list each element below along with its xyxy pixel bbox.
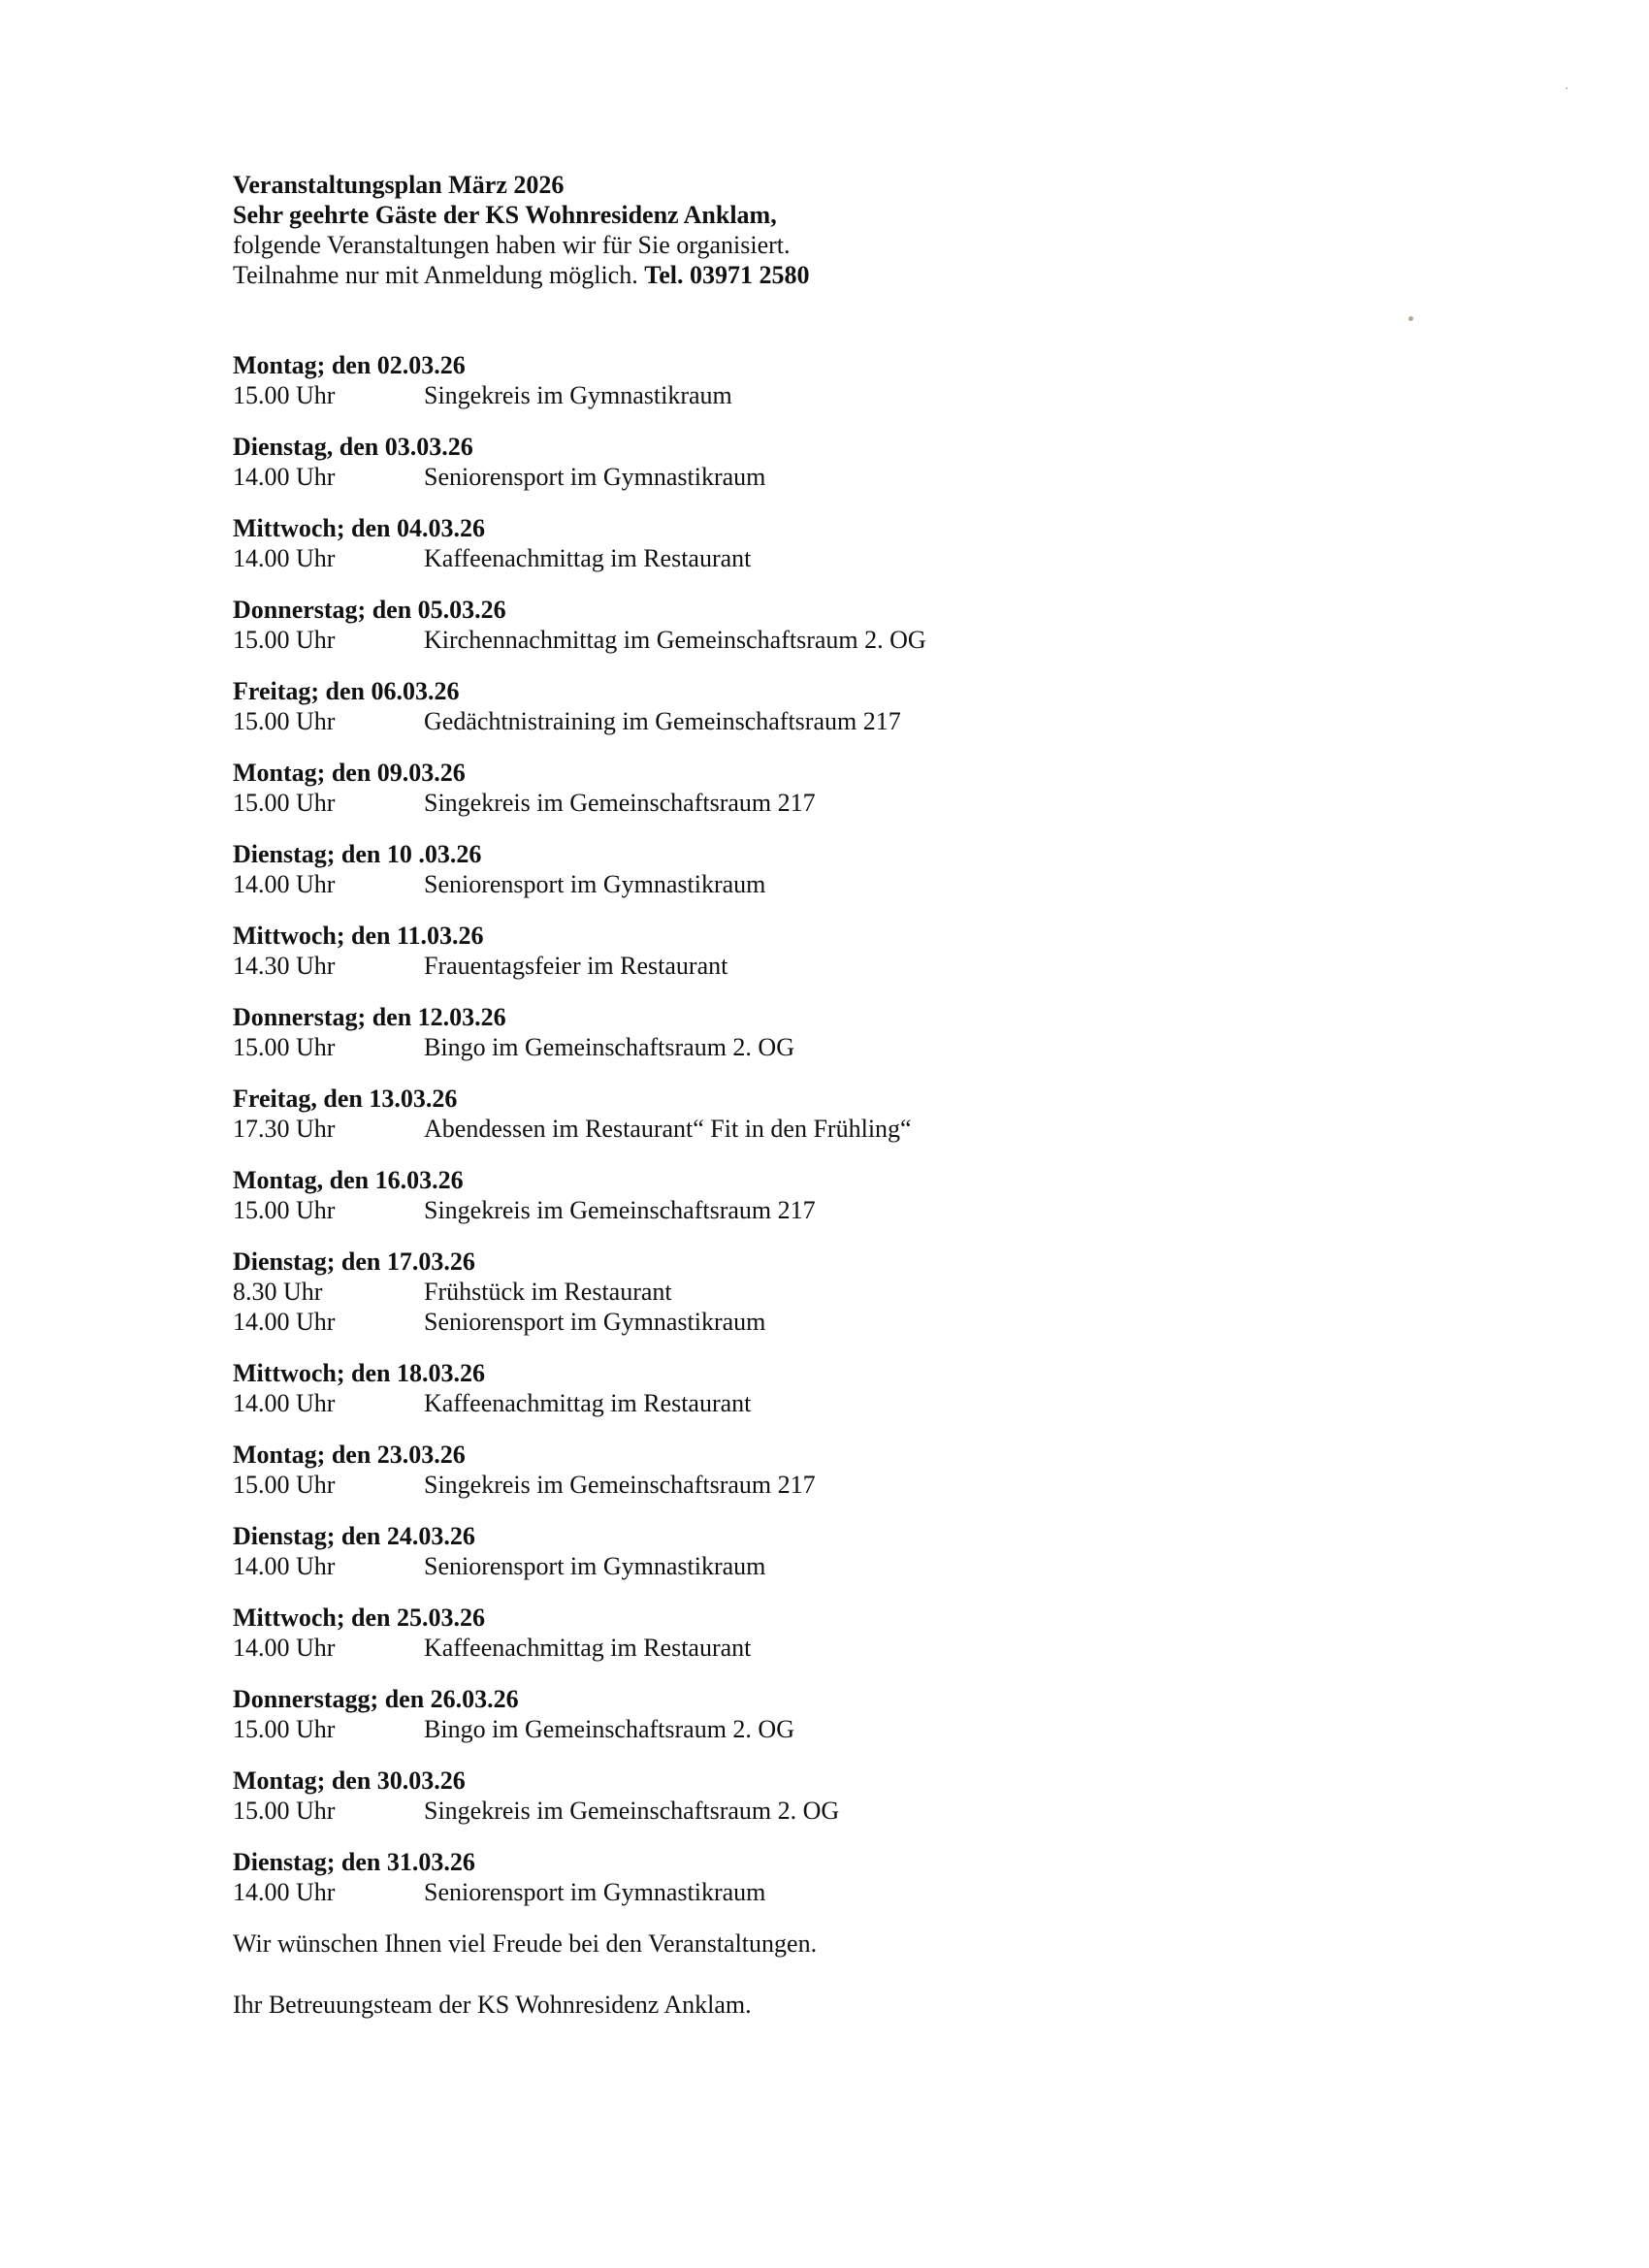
event-time: 15.00 Uhr: [233, 789, 336, 817]
day-title: Freitag, den 13.03.26: [233, 1085, 458, 1113]
event-description: Seniorensport im Gymnastikraum: [424, 1308, 766, 1336]
event-row: [233, 1796, 1494, 1826]
paper-speck: [1566, 87, 1568, 89]
event-row: [233, 1032, 1494, 1062]
event-time: 15.00 Uhr: [233, 1196, 336, 1224]
day-block: [233, 1247, 1494, 1337]
day-block: [233, 676, 1494, 736]
document-content: [233, 170, 1494, 2020]
day-title: Dienstag; den 17.03.26: [233, 1247, 475, 1276]
day-title: Dienstag, den 03.03.26: [233, 433, 473, 461]
day-block: [233, 758, 1494, 818]
event-schedule: [233, 350, 1494, 1907]
day-block: [233, 1440, 1494, 1500]
intro-text: folgende Veranstaltungen haben wir für Sie organisiert.: [233, 231, 791, 259]
day-block: [233, 1165, 1494, 1225]
event-description: Kirchennachmittag im Gemeinschaftsraum 2. OG: [424, 626, 926, 654]
event-row: [233, 1195, 1494, 1225]
registration-line: [233, 260, 1494, 290]
event-time: 15.00 Uhr: [233, 1471, 336, 1499]
event-time: 15.00 Uhr: [233, 707, 336, 735]
event-row: [233, 788, 1494, 818]
event-row: [233, 1114, 1494, 1144]
day-title: Mittwoch; den 25.03.26: [233, 1604, 485, 1632]
event-description: Kaffeenachmittag im Restaurant: [424, 1634, 752, 1662]
day-title: Mittwoch; den 18.03.26: [233, 1359, 485, 1387]
event-row: [233, 706, 1494, 736]
event-time: 8.30 Uhr: [233, 1278, 323, 1306]
event-description: Singekreis im Gemeinschaftsraum 2. OG: [424, 1797, 840, 1825]
event-row: [233, 1633, 1494, 1663]
event-time: 14.30 Uhr: [233, 952, 336, 980]
event-time: 14.00 Uhr: [233, 1389, 336, 1417]
greeting: Sehr geehrte Gäste der KS Wohnresidenz Anklam,: [233, 201, 777, 229]
day-title: Donnerstag; den 05.03.26: [233, 596, 506, 624]
event-time: 15.00 Uhr: [233, 381, 336, 409]
phone-number: Tel. 03971 2580: [644, 261, 810, 289]
day-title: Dienstag; den 31.03.26: [233, 1848, 475, 1876]
day-block: [233, 921, 1494, 981]
day-title: Mittwoch; den 11.03.26: [233, 922, 484, 950]
day-block: [233, 1521, 1494, 1581]
event-row: [233, 1277, 1494, 1307]
event-row: [233, 1307, 1494, 1337]
day-block: [233, 1358, 1494, 1418]
event-row: [233, 543, 1494, 573]
event-description: Gedächtnistraining im Gemeinschaftsraum 217: [424, 707, 901, 735]
event-time: 14.00 Uhr: [233, 463, 336, 491]
day-title: Montag, den 16.03.26: [233, 1166, 464, 1194]
event-row: [233, 625, 1494, 655]
event-description: Seniorensport im Gymnastikraum: [424, 870, 766, 898]
day-title: Montag; den 09.03.26: [233, 759, 466, 787]
day-block: [233, 1084, 1494, 1144]
day-block: [233, 1603, 1494, 1663]
event-description: Frauentagsfeier im Restaurant: [424, 952, 728, 980]
event-row: [233, 1877, 1494, 1907]
day-title: Donnerstag; den 12.03.26: [233, 1003, 506, 1031]
event-time: 14.00 Uhr: [233, 1552, 336, 1580]
event-description: Frühstück im Restaurant: [424, 1278, 672, 1306]
day-block: [233, 839, 1494, 899]
event-time: 17.30 Uhr: [233, 1115, 336, 1143]
event-time: 15.00 Uhr: [233, 1797, 336, 1825]
event-row: [233, 380, 1494, 410]
event-description: Seniorensport im Gymnastikraum: [424, 463, 766, 491]
day-block: [233, 513, 1494, 573]
event-description: Seniorensport im Gymnastikraum: [424, 1878, 766, 1906]
event-row: [233, 951, 1494, 981]
event-time: 14.00 Uhr: [233, 544, 336, 572]
event-description: Bingo im Gemeinschaftsraum 2. OG: [424, 1715, 794, 1743]
event-time: 14.00 Uhr: [233, 1308, 336, 1336]
day-block: [233, 1684, 1494, 1744]
event-description: Abendessen im Restaurant“ Fit in den Frühling“: [424, 1115, 912, 1143]
day-block: [233, 1766, 1494, 1826]
event-description: Seniorensport im Gymnastikraum: [424, 1552, 766, 1580]
event-description: Singekreis im Gemeinschaftsraum 217: [424, 1196, 816, 1224]
day-block: [233, 1847, 1494, 1907]
document-header: [233, 170, 1494, 290]
event-time: 14.00 Uhr: [233, 1878, 336, 1906]
day-title: Montag; den 02.03.26: [233, 351, 466, 379]
day-block: [233, 350, 1494, 410]
event-row: [233, 462, 1494, 492]
day-title: Montag; den 23.03.26: [233, 1441, 466, 1469]
event-time: 15.00 Uhr: [233, 1033, 336, 1061]
event-row: [233, 869, 1494, 899]
event-time: 14.00 Uhr: [233, 870, 336, 898]
event-description: Singekreis im Gemeinschaftsraum 217: [424, 1471, 816, 1499]
closing-wish: Wir wünschen Ihnen viel Freude bei den Veranstaltungen.: [233, 1929, 818, 1958]
event-time: 15.00 Uhr: [233, 1715, 336, 1743]
day-block: [233, 432, 1494, 492]
day-title: Freitag; den 06.03.26: [233, 677, 460, 705]
day-title: Dienstag; den 24.03.26: [233, 1522, 475, 1550]
day-block: [233, 595, 1494, 655]
day-title: Montag; den 30.03.26: [233, 1766, 466, 1795]
event-time: 15.00 Uhr: [233, 626, 336, 654]
document-title: Veranstaltungsplan März 2026: [233, 171, 565, 199]
event-description: Singekreis im Gemeinschaftsraum 217: [424, 789, 816, 817]
registration-note: Teilnahme nur mit Anmeldung möglich.: [233, 261, 638, 289]
event-row: [233, 1470, 1494, 1500]
event-description: Kaffeenachmittag im Restaurant: [424, 1389, 752, 1417]
day-title: Dienstag; den 10 .03.26: [233, 840, 482, 868]
event-row: [233, 1388, 1494, 1418]
day-block: [233, 1002, 1494, 1062]
event-row: [233, 1714, 1494, 1744]
event-row: [233, 1551, 1494, 1581]
signature: Ihr Betreuungsteam der KS Wohnresidenz Anklam.: [233, 1991, 752, 2019]
event-description: Singekreis im Gymnastikraum: [424, 381, 732, 409]
event-time: 14.00 Uhr: [233, 1634, 336, 1662]
day-title: Mittwoch; den 04.03.26: [233, 514, 485, 542]
day-title: Donnerstagg; den 26.03.26: [233, 1685, 519, 1713]
event-description: Bingo im Gemeinschaftsraum 2. OG: [424, 1033, 794, 1061]
event-description: Kaffeenachmittag im Restaurant: [424, 544, 752, 572]
